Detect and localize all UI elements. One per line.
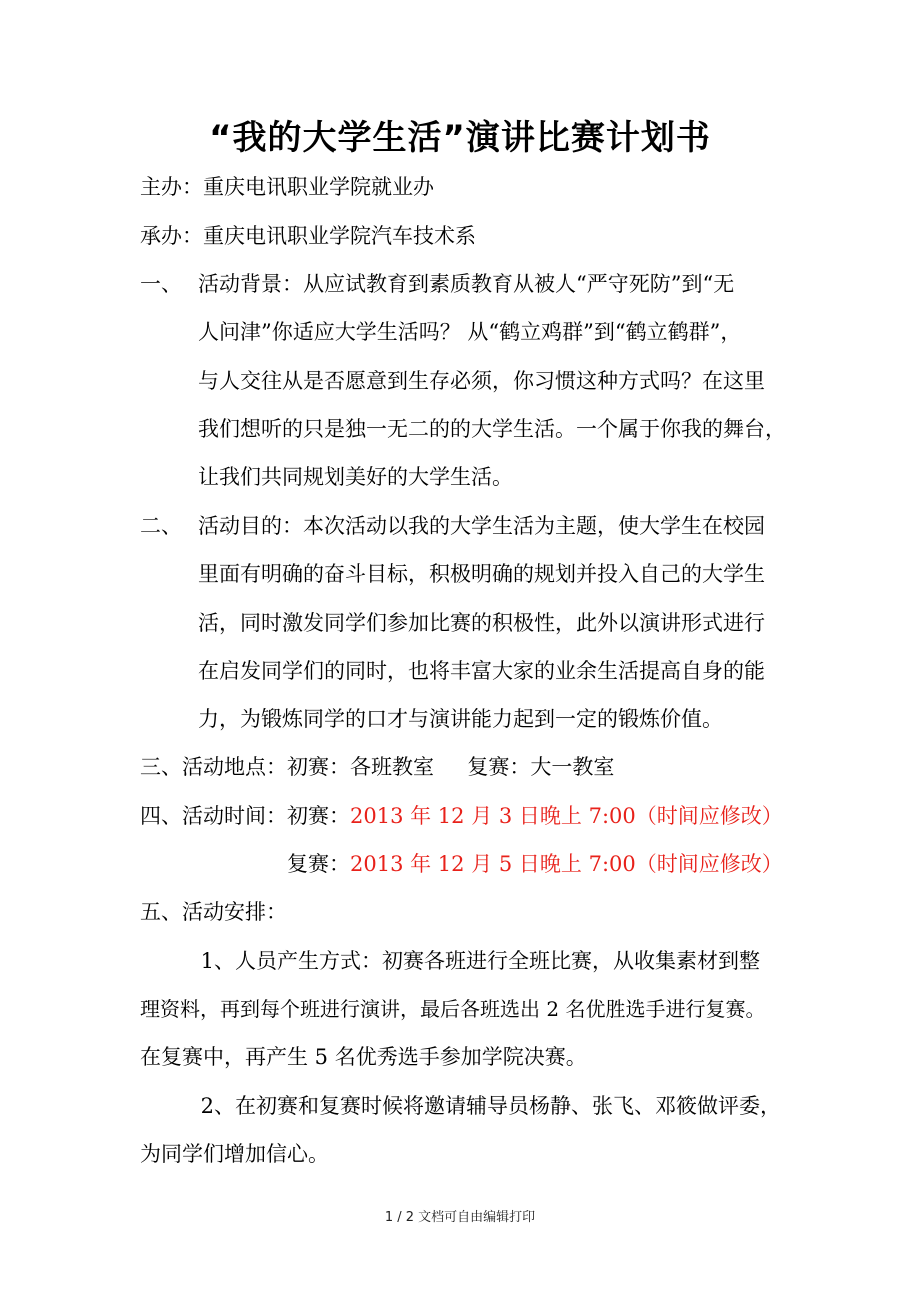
organizer-line: 承办：重庆电讯职业学院汽车技术系 <box>140 224 476 248</box>
section5-item1-line: 在复赛中，再产生 5 名优秀选手参加学院决赛。 <box>140 1045 587 1069</box>
time-label-preliminary: 四、活动时间：初赛： <box>140 804 350 828</box>
section2-line: 活动目的：本次活动以我的大学生活为主题，使大学生在校园 <box>198 514 765 538</box>
section1-line: 我们想听的只是独一无二的的大学生活。一个属于你我的舞台， <box>198 417 786 441</box>
host-line: 主办：重庆电讯职业学院就业办 <box>140 175 434 199</box>
section2-line: 在启发同学们的同时，也将丰富大家的业余生活提高自身的能 <box>198 659 765 683</box>
time-label-semifinal: 复赛： <box>287 852 350 876</box>
section2-line: 力，为锻炼同学的口才与演讲能力起到一定的锻炼价值。 <box>198 707 723 731</box>
section2-line: 活，同时激发同学们参加比赛的积极性，此外以演讲形式进行 <box>198 611 765 635</box>
section2-number: 二、 <box>140 514 182 538</box>
section5-item2-line: 2、在初赛和复赛时候将邀请辅导员杨静、张飞、邓筱做评委， <box>194 1094 782 1118</box>
time-value-preliminary: 2013 年 12 月 3 日晚上 7:00（时间应修改） <box>350 804 783 828</box>
section5-item2-line: 为同学们增加信心。 <box>140 1142 329 1166</box>
section5-heading: 五、活动安排： <box>140 900 287 924</box>
section3-location: 三、活动地点：初赛：各班教室 复赛：大一教室 <box>140 755 615 779</box>
section1-line: 活动背景：从应试教育到素质教育从被人“严守死防”到“无 <box>198 272 735 296</box>
section2-line: 里面有明确的奋斗目标，积极明确的规划并投入自己的大学生 <box>198 562 765 586</box>
section4-time-row1 <box>140 806 783 827</box>
section1-number: 一、 <box>140 272 182 296</box>
document-title: “我的大学生活”演讲比赛计划书 <box>209 118 711 158</box>
section4-time-row2 <box>287 854 783 875</box>
time-value-semifinal: 2013 年 12 月 5 日晚上 7:00（时间应修改） <box>350 852 783 876</box>
section5-item1-line: 1、人员产生方式：初赛各班进行全班比赛，从收集素材到整 <box>194 949 761 973</box>
section5-item1-line: 理资料，再到每个班进行演讲，最后各班选出 2 名优胜选手进行复赛。 <box>140 997 766 1021</box>
page-footer: 1 / 2 文档可自由编辑打印 <box>384 1210 536 1225</box>
section1-line: 与人交往从是否愿意到生存必须，你习惯这种方式吗？在这里 <box>198 369 765 393</box>
section1-line: 让我们共同规划美好的大学生活。 <box>198 465 513 489</box>
section1-line: 人问津”你适应大学生活吗？ 从“鹤立鸡群”到“鹤立鹤群”， <box>198 320 742 344</box>
